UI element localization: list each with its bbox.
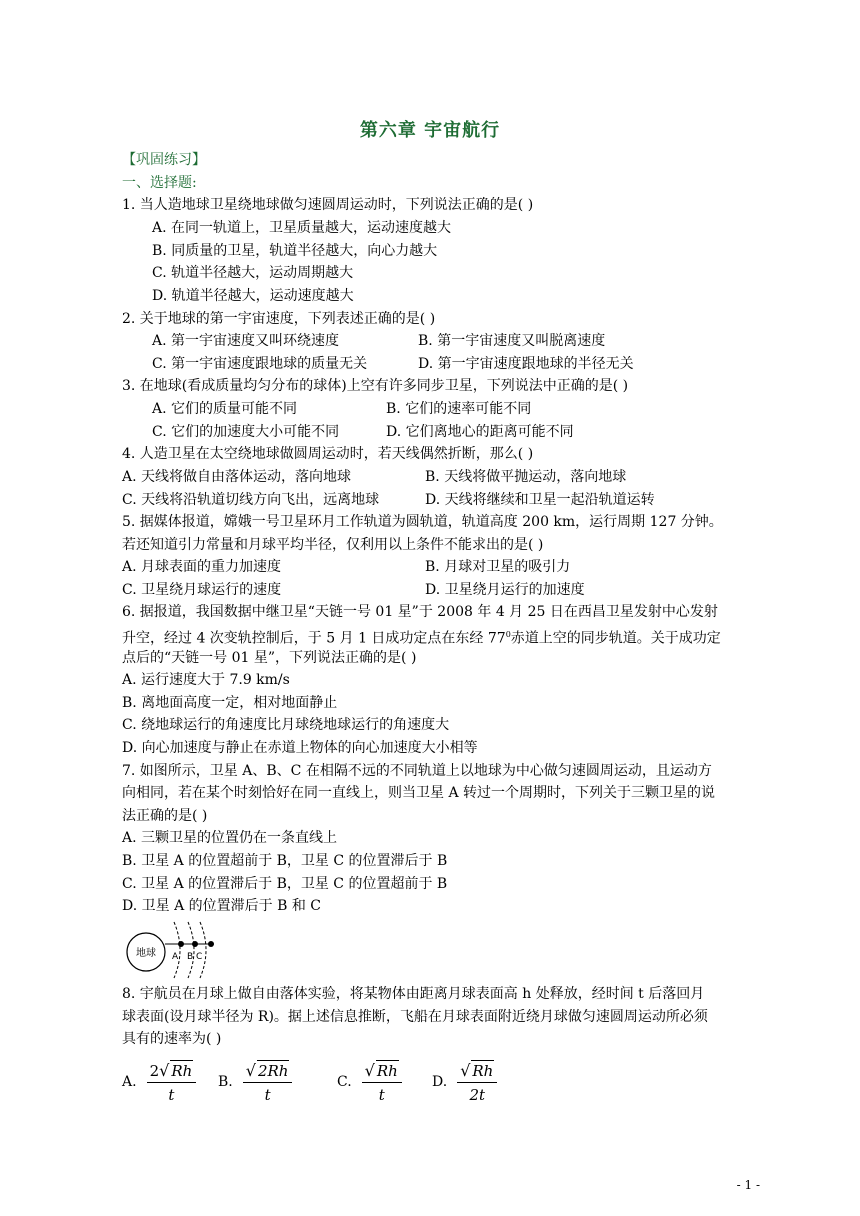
question-8-stem-line-2: 球表面(设月球半径为 R)。据上述信息推断，飞船在月球表面附近绕月球做匀速圆周运动所必须 [122,1009,708,1025]
satellite-c [208,941,214,947]
satellite-orbit-figure [124,920,234,980]
question-6-stem-line-3: 点后的“天链一号 01 星”，下列说法正确的是( ) [122,650,417,666]
question-4-option-d: D. 天线将继续和卫星一起沿轨道运转 [425,492,655,508]
question-4-option-c: C. 天线将沿轨道切线方向飞出，远离地球 [122,492,380,508]
question-3-option-b: B. 它们的速率可能不同 [386,401,532,417]
question-8-stem-line-3: 具有的速率为( ) [122,1031,222,1047]
question-6-stem-line-2-head: 升空，经过 4 次变轨控制后，于 5 月 1 日成功定点在东经 77 [122,630,506,647]
section-heading: 【巩固练习】 [122,152,206,168]
radical-sign: √ [159,1061,170,1080]
question-1-option-b: B. 同质量的卫星，轨道半径越大，向心力越大 [152,243,438,259]
question-2-option-a: A. 第一宇宙速度又叫环绕速度 [152,333,340,349]
earth-label: 地球 [136,948,156,959]
denominator: t [378,1086,385,1104]
question-7-option-d: D. 卫星 A 的位置滞后于 B 和 C [122,898,321,914]
degree-superscript: 0 [505,630,511,639]
question-7-option-c: C. 卫星 A 的位置滞后于 B，卫星 C 的位置超前于 B [122,876,448,892]
radical-sign: √ [460,1061,471,1080]
radicand: Rh [472,1062,494,1080]
denominator: 2t [469,1086,486,1104]
option-label: B. [218,1074,233,1090]
question-5-option-c: C. 卫星绕月球运行的速度 [122,582,282,598]
question-6-option-a: A. 运行速度大于 7.9 km/s [122,672,290,688]
fraction [147,1060,197,1104]
question-2-option-b: B. 第一宇宙速度又叫脱离速度 [418,333,606,349]
question-7-option-a: A. 三颗卫星的位置仍在一条直线上 [122,830,338,846]
question-7-stem-line-1: 7. 如图所示，卫星 A、B、C 在相隔不远的不同轨道上以地球为中心做匀速圆周运动，且运动方 [122,763,712,779]
question-6-option-b: B. 离地面高度一定，相对地面静止 [122,695,338,711]
option-label: C. [337,1074,352,1090]
question-8-option-b [218,1060,292,1104]
question-5-stem-line-2: 若还知道引力常量和月球平均半径，仅利用以上条件不能求出的是( ) [122,537,544,553]
question-4-option-b: B. 天线将做平抛运动，落向地球 [425,469,627,485]
question-8-stem-line-1: 8. 宇航员在月球上做自由落体实验，将某物体由距离月球表面高 h 处释放，经时间 t 后落回月 [122,986,705,1002]
label-a: A [172,952,179,962]
question-5-option-b: B. 月球对卫星的吸引力 [425,559,571,575]
question-2-stem: 2. 关于地球的第一宇宙速度，下列表述正确的是( ) [122,311,436,327]
question-3-option-c: C. 它们的加速度大小可能不同 [152,424,340,440]
question-7-option-b: B. 卫星 A 的位置超前于 B，卫星 C 的位置滞后于 B [122,853,448,869]
fraction [362,1060,402,1104]
question-7-stem-line-2: 向相同，若在某个时刻恰好在同一直线上，则当卫星 A 转过一个周期时，下列关于三颗卫星的说 [122,785,716,801]
question-5-stem-line-1: 5. 据媒体报道，嫦娥一号卫星环月工作轨道为圆轨道，轨道高度 200 km，运行周期 127 分钟。 [122,514,723,530]
satellite-b [192,941,198,947]
coefficient: 2 [149,1062,160,1080]
orbit-c [200,922,206,978]
question-6-stem-line-2-tail: 赤道上空的同步轨道。关于成功定 [510,630,721,647]
question-1-stem: 1. 当人造地球卫星绕地球做匀速圆周运动时，下列说法正确的是( ) [122,197,534,213]
question-3-option-d: D. 它们离地心的距离可能不同 [386,424,574,440]
question-6-stem-line-2 [122,626,721,648]
radicand: 2Rh [257,1062,289,1080]
label-bc: B C [187,952,203,962]
question-1-option-c: C. 轨道半径越大，运动周期越大 [152,265,354,281]
denominator: t [168,1086,175,1104]
option-label: D. [432,1074,448,1090]
question-4-stem: 4. 人造卫星在太空绕地球做圆周运动时，若天线偶然折断，那么( ) [122,446,534,462]
radicand: Rh [171,1062,193,1080]
satellite-a [178,941,184,947]
option-label: A. [122,1074,137,1090]
question-8-option-a [122,1060,196,1104]
page-number: - 1 - [736,1178,760,1192]
fraction [243,1060,293,1104]
question-6-option-d: D. 向心加速度与静止在赤道上物体的向心加速度大小相等 [122,740,478,756]
question-1-option-d: D. 轨道半径越大，运动速度越大 [152,288,354,304]
question-6-option-c: C. 绕地球运行的角速度比月球绕地球运行的角速度大 [122,717,450,733]
denominator: t [264,1086,271,1104]
question-8-option-d [432,1060,497,1104]
page-title: 第六章 宇宙航行 [359,120,501,141]
question-4-option-a: A. 天线将做自由落体运动，落向地球 [122,469,352,485]
subsection-heading: 一、选择题: [122,175,197,191]
radical-sign: √ [245,1061,256,1080]
question-7-stem-line-3: 法正确的是( ) [122,808,208,824]
question-1-option-a: A. 在同一轨道上，卫星质量越大，运动速度越大 [152,220,452,236]
question-3-option-a: A. 它们的质量可能不同 [152,401,298,417]
question-3-stem: 3. 在地球(看成质量均匀分布的球体)上空有许多同步卫星，下列说法中正确的是( ) [122,378,629,394]
question-2-option-c: C. 第一宇宙速度跟地球的质量无关 [152,356,368,372]
question-5-option-a: A. 月球表面的重力加速度 [122,559,282,575]
fraction [457,1060,497,1104]
question-5-option-d: D. 卫星绕月运行的加速度 [425,582,585,598]
question-2-option-d: D. 第一宇宙速度跟地球的半径无关 [418,356,634,372]
question-6-stem-line-1: 6. 据报道，我国数据中继卫星“天链一号 01 星”于 2008 年 4 月 25 日在西昌卫星发射中心发射 [122,604,718,620]
orbit-a [174,922,180,978]
radicand: Rh [376,1062,398,1080]
orbit-b [188,922,194,978]
question-8-option-c [337,1060,402,1104]
radical-sign: √ [364,1061,375,1080]
